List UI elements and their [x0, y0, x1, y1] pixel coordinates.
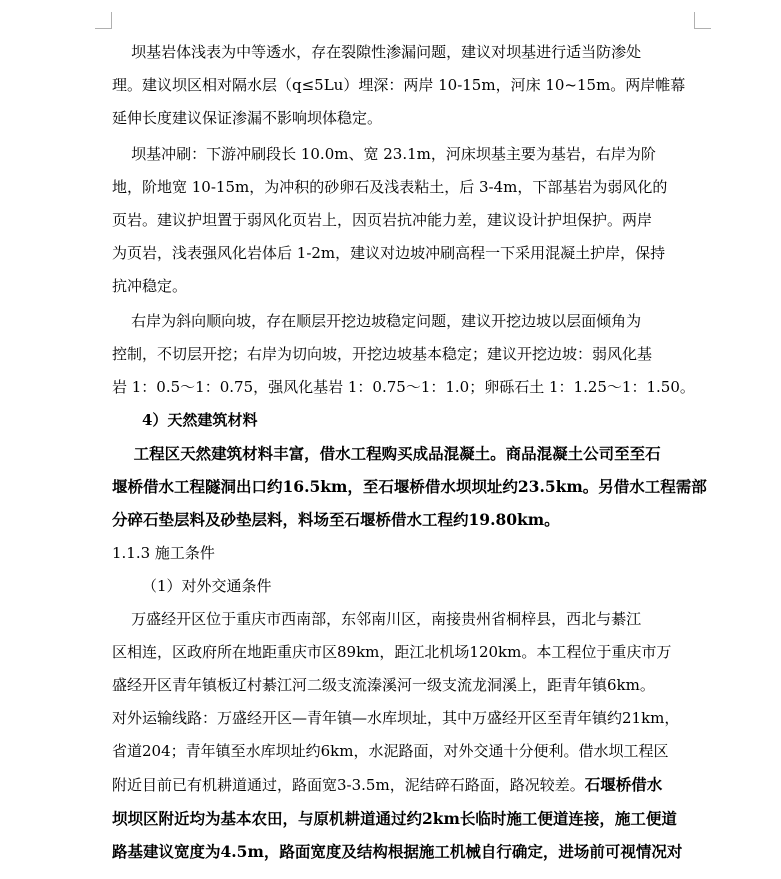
text-line: [112, 768, 690, 802]
heading-materials: 4）天然建筑材料: [142, 411, 258, 429]
text-line: 岩 1：0.5～1：0.75，强风化基岩 1：0.75～1：1.0；卵砾石土 1：1.25～1：1.50。: [112, 378, 695, 396]
text-line: 坝基冲刷：下游冲刷段长 10.0m、宽 23.1m，河床坝基主要为基岩，右岸为阶: [112, 145, 656, 163]
text-line: 地，阶地宽 10-15m，为冲积的砂卵石及浅表粘土，后 3-4m，下部基岩为弱风化的: [112, 178, 668, 196]
text-line-bold-part: 石堰桥借水: [584, 775, 663, 794]
heading-section: 1.1.3 施工条件: [112, 544, 215, 562]
text-line: 页岩。建议护坦置于弱风化页岩上，因页岩抗冲能力差，建议设计护坦保护。两岸: [112, 211, 653, 229]
paragraph-traffic: [112, 603, 690, 868]
text-line: 控制，不切层开挖；右岸为切向坡，开挖边坡基本稳定；建议开挖边坡：弱风化基: [112, 345, 653, 363]
text-line: 区相连，区政府所在地距重庆市区89km，距江北机场120km。本工程位于重庆市万: [112, 643, 672, 661]
text-line: 理。建议坝区相对隔水层（q≤5Lu）埋深：两岸 10-15m，河床 10~15m。两岸帷幕: [112, 76, 686, 94]
paragraph-materials: [112, 437, 707, 536]
text-line: 坝基岩体浅表为中等透水，存在裂隙性渗漏问题，建议对坝基进行适当防渗处: [112, 43, 642, 61]
paragraph-scour: [112, 138, 690, 303]
text-line: 分碎石垫层料及砂垫层料，料场至石堰桥借水工程约19.80km。: [112, 510, 560, 529]
text-line: 万盛经开区位于重庆市西南部，东邻南川区，南接贵州省桐梓县，西北与綦江: [112, 610, 642, 628]
text-line: 抗冲稳定。: [112, 277, 188, 295]
text-line: 坝坝区附近均为基本农田，与原机耕道通过约2km长临时施工便道连接，施工便道: [112, 809, 677, 828]
text-line-part: 附近目前已有机耕道通过，路面宽3-3.5m，泥结碎石路面，路况较差。: [112, 776, 585, 794]
text-line: 对外运输线路：万盛经开区—青年镇—水库坝址，其中万盛经开区至青年镇约21km，: [112, 709, 680, 727]
heading-traffic: （1）对外交通条件: [142, 577, 272, 595]
text-line: 路基建议宽度为4.5m，路面宽度及结构根据施工机械自行确定，进场前可视情况对: [112, 842, 683, 861]
text-line: 延伸长度建议保证渗漏不影响坝体稳定。: [112, 109, 383, 127]
paragraph-slope: [112, 305, 695, 404]
text-line: 盛经开区青年镇板辽村綦江河二级支流溱溪河一级支流龙洞溪上，距青年镇6km。: [112, 676, 655, 694]
text-line: 工程区天然建筑材料丰富，借水工程购买成品混凝土。商品混凝土公司至至石: [112, 444, 661, 463]
margin-corner-mark: [694, 12, 711, 29]
margin-corner-mark: [95, 12, 112, 29]
text-line: 为页岩，浅表强风化岩体后 1-2m，建议对边坡冲刷高程一下采用混凝土护岸，保持: [112, 244, 666, 262]
text-line: 堰桥借水工程隧洞出口约16.5km，至石堰桥借水坝坝址约23.5km。另借水工程需部: [112, 477, 707, 496]
text-line: 省道204；青年镇至水库坝址约6km，水泥路面，对外交通十分便利。借水坝工程区: [112, 742, 669, 760]
text-line: 右岸为斜向顺向坡，存在顺层开挖边坡稳定问题，建议开挖边坡以层面倾角为: [112, 312, 642, 330]
paragraph-seepage: [112, 36, 690, 135]
